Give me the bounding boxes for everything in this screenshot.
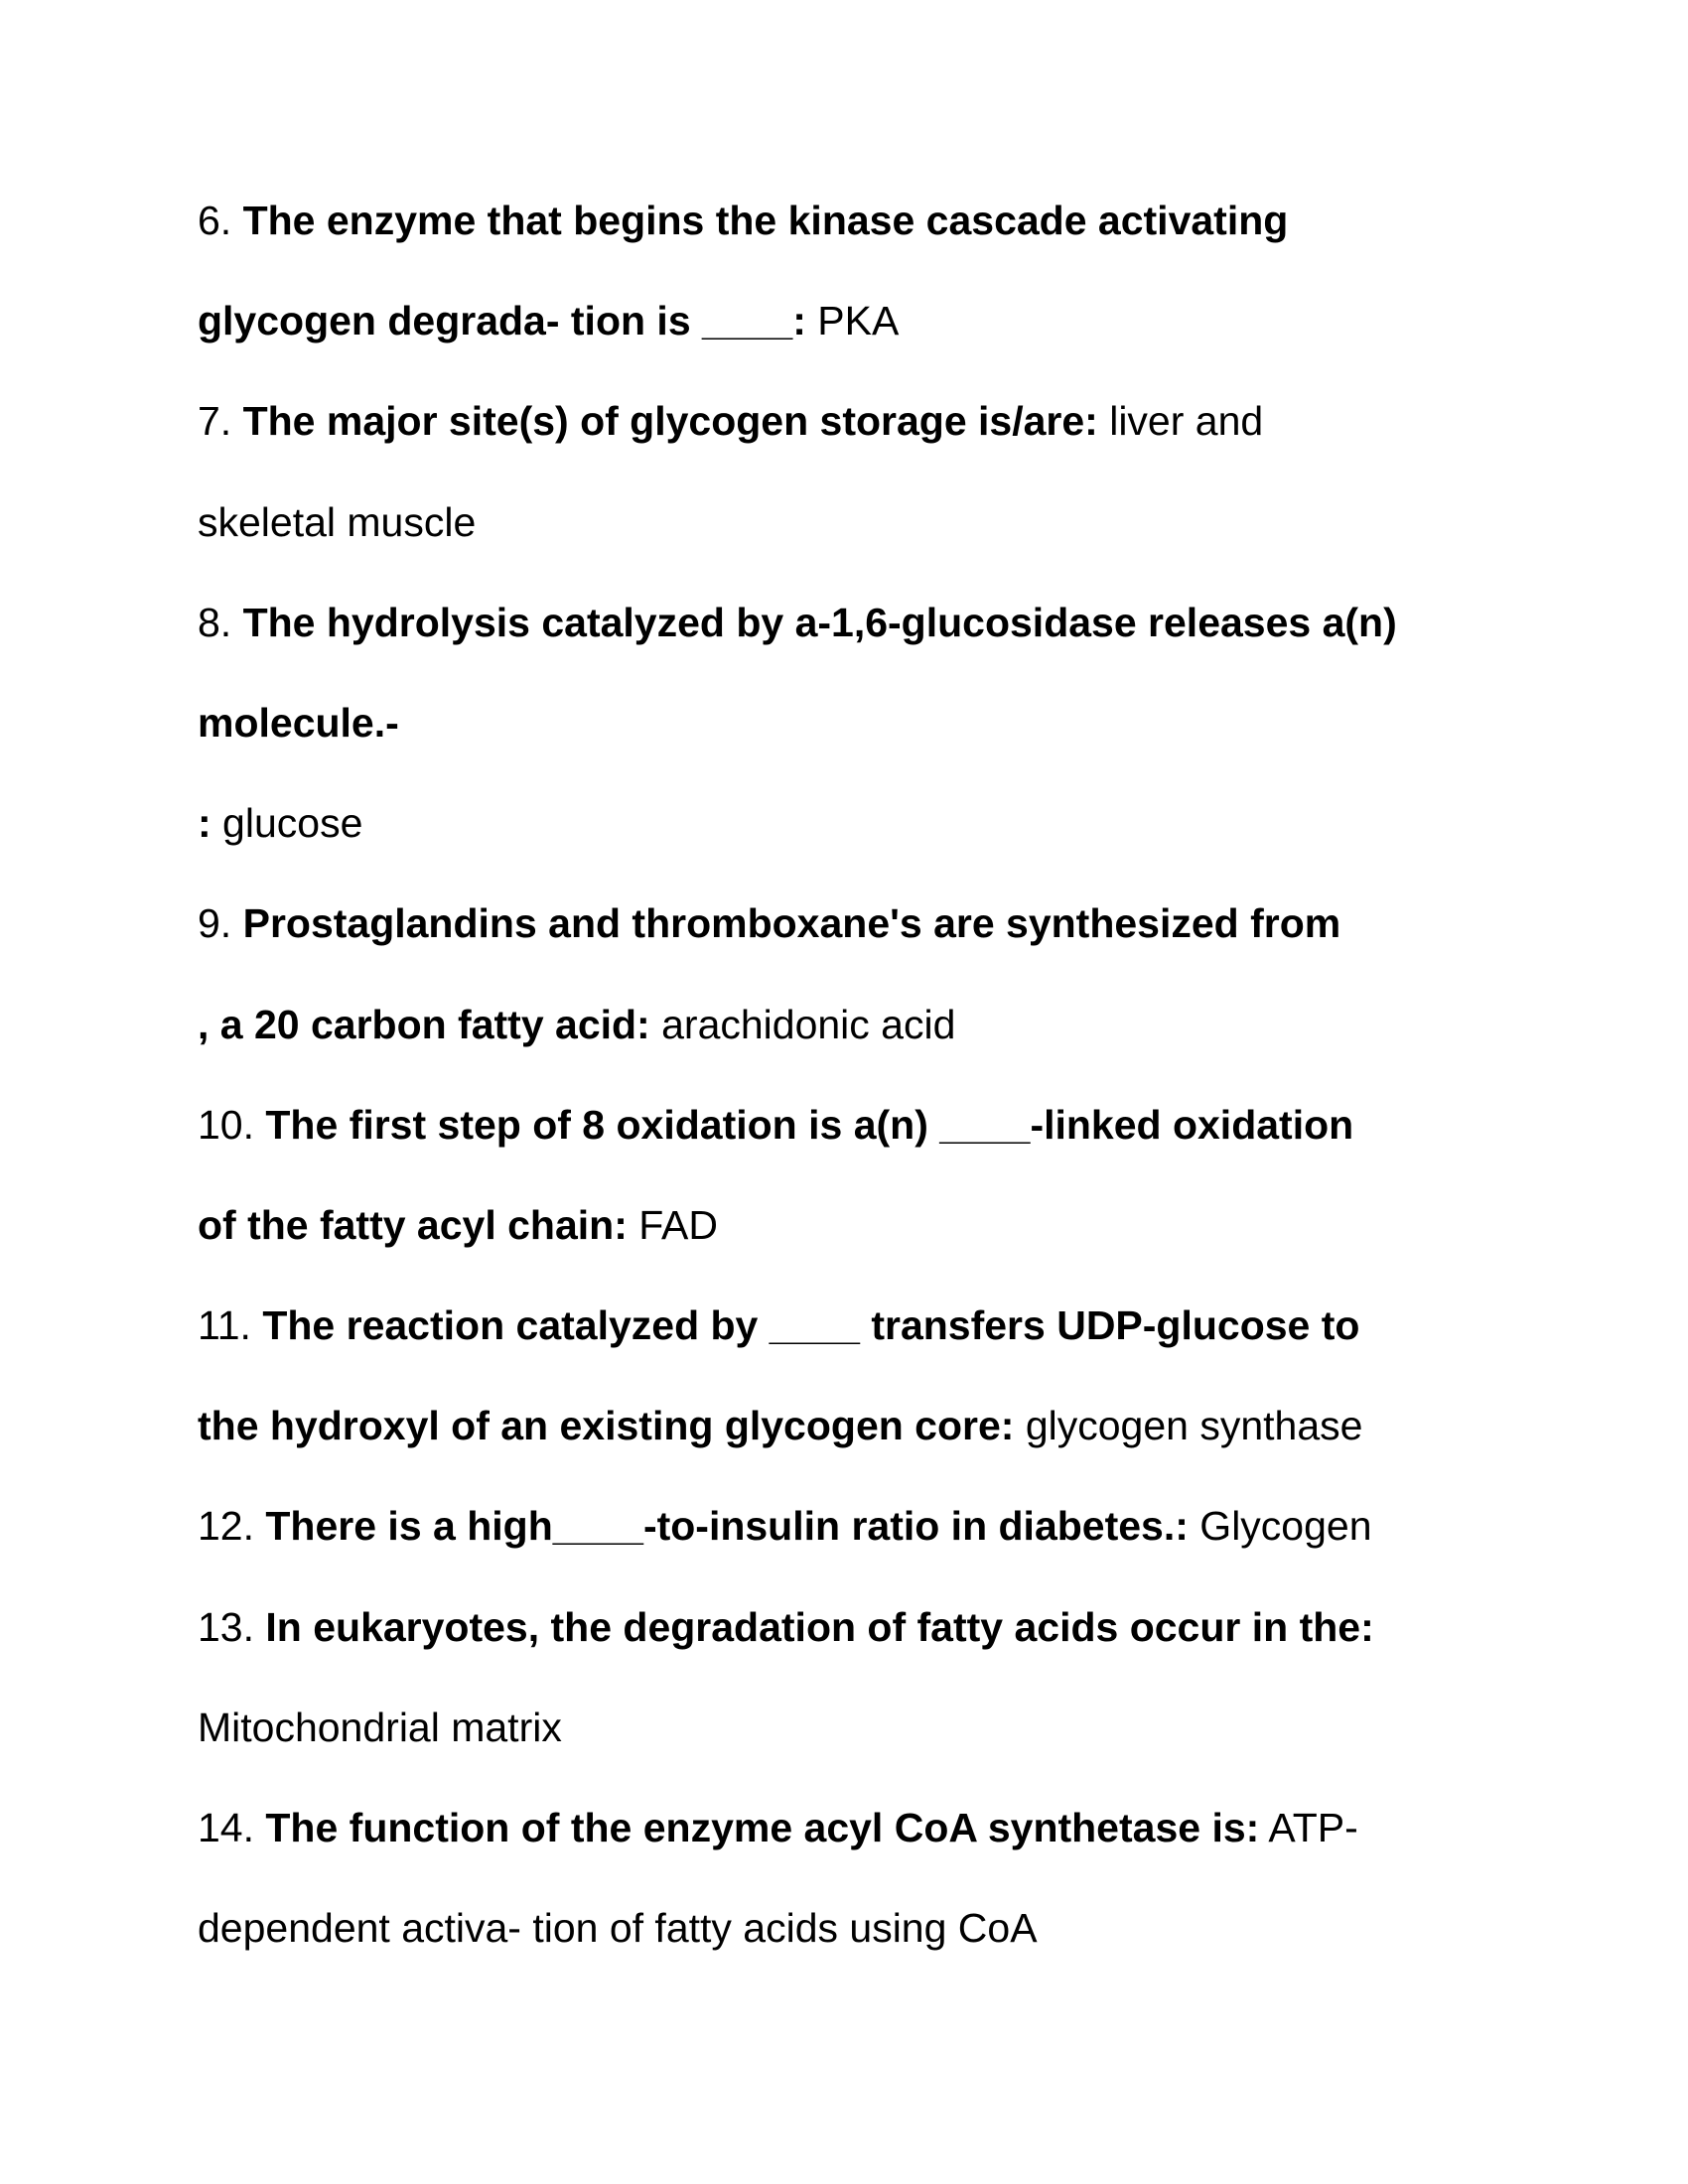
answer-text: glycogen synthase — [1014, 1403, 1363, 1449]
question-text: The enzyme that begins the kinase cascade activating — [242, 198, 1289, 243]
question-text: The major site(s) of glycogen storage is/are: — [242, 398, 1098, 445]
answer-text: ATP- — [1259, 1805, 1358, 1850]
answer-text: 14. — [198, 1805, 266, 1850]
answer-text: Glycogen — [1188, 1503, 1372, 1550]
text-line — [198, 1276, 1397, 1376]
answer-text: 11. — [198, 1302, 263, 1349]
answer-text: liver and — [1097, 398, 1264, 445]
question-text: Prostaglandins and thromboxane's are synthesized from — [242, 900, 1341, 947]
question-item — [198, 1577, 1397, 1778]
question-item — [198, 1778, 1397, 1979]
text-line — [198, 1376, 1397, 1476]
question-item — [198, 371, 1397, 572]
text-line — [198, 271, 1397, 371]
text-line — [198, 1778, 1397, 1878]
question-item — [198, 573, 1397, 875]
question-text: The hydrolysis catalyzed by a-1,6-glucosidase releases a(n) — [242, 599, 1397, 645]
question-item — [198, 171, 1397, 371]
text-line — [198, 1075, 1397, 1175]
question-text: glycogen degrada- tion is ____: — [198, 298, 806, 344]
answer-text: skeletal muscle — [198, 498, 477, 545]
text-line — [198, 1878, 1397, 1979]
answer-text: 13. — [198, 1603, 266, 1650]
question-text: of the fatty acyl chain: — [198, 1201, 628, 1248]
question-text: the hydroxyl of an existing glycogen core: — [198, 1403, 1015, 1449]
answer-text: 12. — [198, 1503, 266, 1550]
question-text: molecule.- — [198, 699, 399, 746]
answer-text: PKA — [805, 298, 900, 344]
question-item — [198, 1276, 1397, 1476]
answer-text: dependent activa- tion of fatty acids using CoA — [198, 1905, 1038, 1952]
question-text: In eukaryotes, the degradation of fatty acids occur in the: — [265, 1603, 1374, 1650]
text-line — [198, 473, 1397, 573]
document-page — [198, 171, 1397, 1979]
text-line — [198, 171, 1397, 271]
answer-text: 8. — [198, 599, 243, 645]
answer-text: 10. — [198, 1101, 266, 1148]
text-line — [198, 975, 1397, 1075]
question-item — [198, 1075, 1397, 1276]
question-text: : — [198, 800, 211, 847]
question-item — [198, 1476, 1397, 1576]
answer-text: 9. — [198, 900, 243, 947]
question-text: The reaction catalyzed by ____ transfers UDP-glucose to — [262, 1302, 1360, 1349]
text-line — [198, 371, 1397, 472]
answer-text: Mitochondrial matrix — [198, 1704, 562, 1750]
question-text: The function of the enzyme acyl CoA synthetase is: — [265, 1805, 1260, 1850]
question-text: There is a high____-to-insulin ratio in diabetes.: — [265, 1503, 1189, 1550]
answer-text: arachidonic acid — [649, 1001, 956, 1047]
question-item — [198, 874, 1397, 1074]
text-line — [198, 1577, 1397, 1678]
text-line — [198, 1678, 1397, 1778]
text-line — [198, 1476, 1397, 1576]
text-line — [198, 1175, 1397, 1276]
text-line — [198, 874, 1397, 974]
text-line — [198, 773, 1397, 874]
answer-text: glucose — [211, 800, 363, 847]
answer-text: FAD — [627, 1201, 719, 1248]
question-text: The first step of 8 oxidation is a(n) ____-linked oxidation — [265, 1101, 1354, 1148]
text-line — [198, 573, 1397, 673]
answer-text: 6. — [198, 198, 243, 243]
answer-text: 7. — [198, 398, 243, 445]
question-text: , a 20 carbon fatty acid: — [198, 1001, 650, 1047]
text-line — [198, 673, 1397, 773]
